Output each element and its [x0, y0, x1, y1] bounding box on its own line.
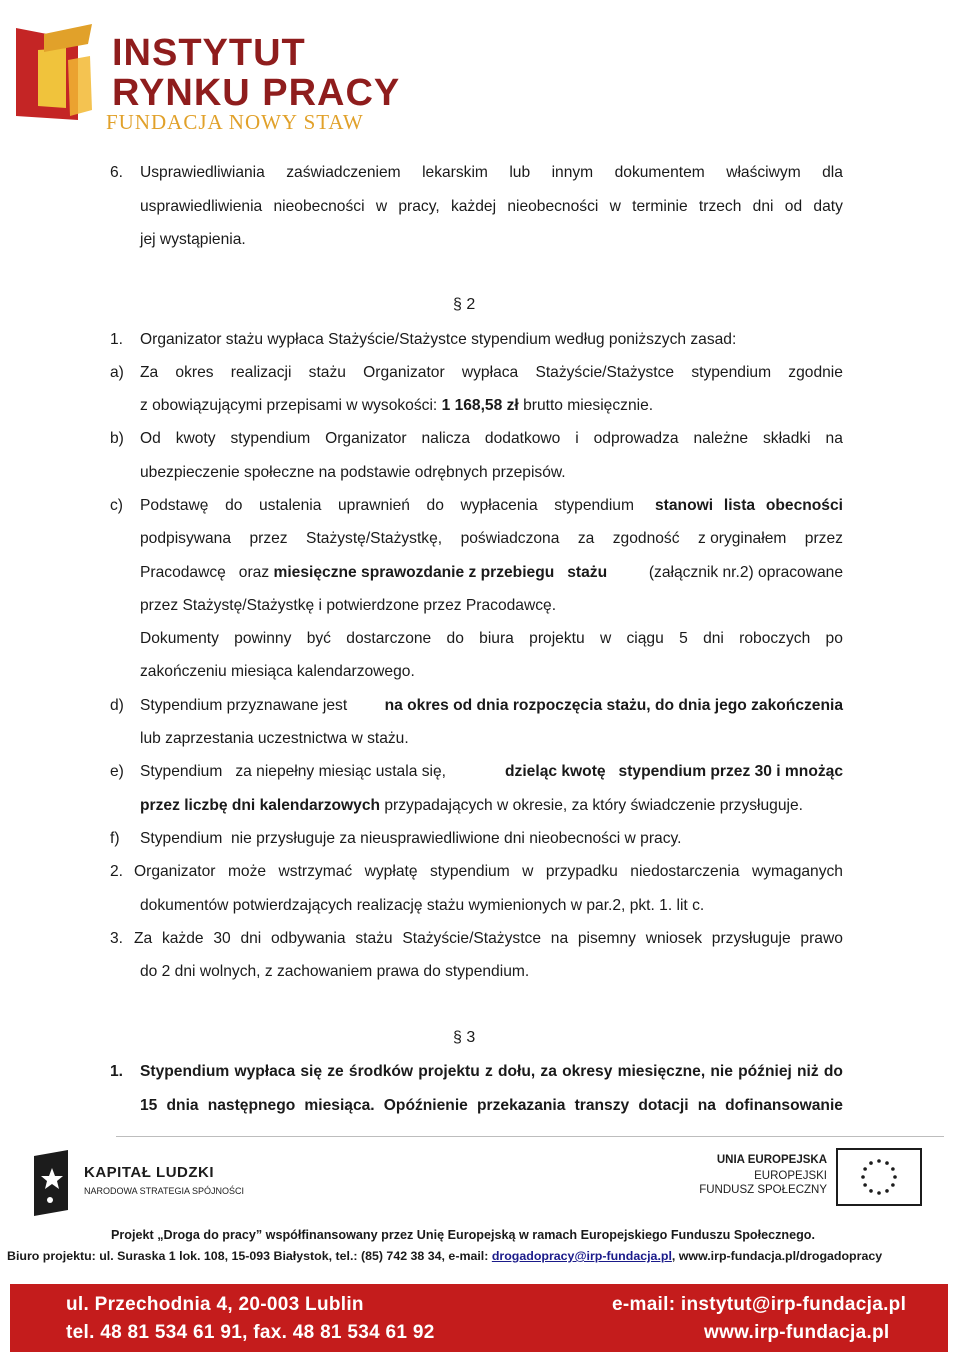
word: podpisywana — [140, 530, 232, 547]
word: w — [522, 863, 534, 880]
word: usprawiedliwienia — [140, 198, 263, 215]
word: realizacji — [230, 364, 292, 381]
word: prawo — [800, 930, 843, 947]
word: odbywania — [271, 930, 346, 947]
word: miesięczne, — [617, 1063, 706, 1080]
word: w — [609, 198, 621, 215]
text-line: lub zaprzestania uczestnictwa w stażu. — [140, 730, 409, 747]
office-email-link[interactable]: drogadopracy@irp-fundacja.pl — [491, 1249, 672, 1263]
item-label: d) — [110, 697, 124, 714]
eu-logo-line1: UNIA EUROPEJSKA — [716, 1154, 827, 1166]
logo-title-line1: INSTYTUT — [112, 32, 306, 74]
kapital-ludzki-subtitle: NARODOWA STRATEGIA SPÓJNOŚCI — [84, 1186, 245, 1196]
word: nieobecności — [507, 198, 599, 215]
word: dni — [752, 198, 774, 215]
word: z oryginałem — [697, 530, 787, 547]
stipend-amount: 1 168,58 zł — [441, 397, 519, 414]
word: obecności — [765, 497, 843, 514]
eu-star-icon — [891, 1183, 895, 1187]
word: dofinansowanie — [725, 1097, 843, 1114]
contact-band — [10, 1284, 948, 1352]
word: nalicza — [421, 430, 471, 447]
word: kwoty — [175, 430, 216, 447]
word: niż — [797, 1063, 819, 1080]
word: się — [300, 1063, 323, 1080]
word: na — [550, 930, 569, 947]
word: Organizator — [363, 364, 445, 381]
justified-line — [140, 529, 843, 549]
eu-star-icon — [861, 1175, 865, 1179]
word: Usprawiedliwiania — [140, 164, 265, 181]
kapital-ludzki-logo — [28, 1150, 245, 1216]
item-label: c) — [110, 497, 123, 514]
eu-star-icon — [891, 1167, 895, 1171]
item-number: 1. — [110, 331, 124, 348]
word: Stażystę/Stażystkę, — [306, 530, 443, 547]
word: Od — [140, 430, 161, 447]
word: zgodnie — [788, 364, 843, 381]
word: należne — [693, 430, 749, 447]
eu-star-icon — [877, 1191, 881, 1195]
word: pisemny — [577, 930, 636, 947]
justified-line — [140, 429, 843, 449]
word: dnia — [166, 1097, 199, 1114]
word: stypendium — [230, 430, 311, 447]
word: następnego — [207, 1097, 296, 1114]
word: stażu — [355, 930, 393, 947]
word: stypendium — [691, 364, 772, 381]
word: 15 — [140, 1097, 158, 1114]
word: przez — [804, 530, 843, 547]
word: odprowadza — [593, 430, 679, 447]
text-line: z obowiązującymi przepisami w wysokości: 1 168,58 zł brutto miesięcznie. — [140, 397, 654, 414]
text-line: przez Stażystę/Stażystkę i potwierdzone przez Pracodawcę. — [140, 597, 557, 614]
justified-line-bold — [655, 496, 843, 516]
word: do — [225, 497, 243, 514]
word: trzech — [698, 198, 742, 215]
word: Opóźnienie — [383, 1097, 468, 1114]
word: być — [306, 630, 331, 647]
logo-subtitle: FUNDACJA NOWY STAW — [106, 110, 364, 134]
word: wymaganych — [751, 863, 843, 880]
word: biura — [479, 630, 514, 647]
item-number: 6. — [110, 164, 124, 181]
word: właściwym — [726, 164, 801, 181]
word: stypendium — [429, 863, 510, 880]
word: w — [375, 198, 388, 215]
word: od — [784, 198, 803, 215]
text-line: przez liczbę dni kalendarzowych przypadających w okresie, za który świadczenie przysługuje. — [140, 797, 803, 814]
word: za — [577, 530, 595, 547]
eu-star-icon — [863, 1183, 867, 1187]
word: okres — [175, 364, 214, 381]
word: i — [575, 430, 579, 447]
word: ze — [327, 1063, 344, 1080]
text-line: jej wystąpienia. — [140, 231, 246, 248]
eu-star-icon — [863, 1167, 867, 1171]
item-label: b) — [110, 430, 124, 447]
word: wniosek — [645, 930, 703, 947]
word: dni — [703, 630, 724, 647]
band-email: e-mail: instytut@irp-fundacja.pl — [612, 1294, 907, 1315]
word: za — [540, 1063, 557, 1080]
item-number: 2. — [110, 863, 124, 880]
logo-emblem-icon — [8, 20, 108, 130]
justified-line — [140, 363, 843, 383]
band-phone: tel. 48 81 534 61 91, fax. 48 81 534 61 92 — [66, 1322, 435, 1343]
footer-divider — [116, 1136, 944, 1137]
eu-logo — [699, 1148, 922, 1208]
word: do — [446, 630, 464, 647]
word: wypłaca — [461, 364, 519, 381]
word: dni — [240, 930, 262, 947]
word: w — [599, 630, 612, 647]
word: okresy — [562, 1063, 613, 1080]
word: wypłacenia — [460, 497, 538, 514]
word: nieobecności — [273, 198, 365, 215]
word: Za — [140, 364, 159, 381]
item-label: a) — [110, 364, 124, 381]
section-heading: § 3 — [453, 1029, 476, 1046]
word: dołu, — [497, 1063, 536, 1080]
word: każdej — [450, 198, 497, 215]
word: może — [227, 863, 267, 880]
justified-line — [140, 197, 843, 217]
word: przekazania — [477, 1097, 566, 1114]
word: Organizator — [325, 430, 407, 447]
word: Stypendium — [140, 1063, 230, 1080]
item-label: e) — [110, 763, 124, 780]
text-line: ubezpieczenie społeczne na podstawie odrębnych przepisów. — [140, 464, 566, 481]
word: lista — [723, 497, 756, 514]
project-line: Projekt „Droga do pracy” współfinansowany przez Unię Europejską w ramach Europejskiego Funduszu Społecznego. — [111, 1228, 815, 1242]
justified-line — [140, 629, 843, 649]
word: przypadku — [545, 863, 618, 880]
kapital-ludzki-title: KAPITAŁ LUDZKI — [84, 1164, 215, 1181]
word: niedostarczenia — [630, 863, 740, 880]
word: innym — [551, 164, 594, 181]
word: daty — [813, 198, 843, 215]
word: 5 — [679, 630, 688, 647]
word: do — [426, 497, 444, 514]
text-line: Stypendium za niepełny miesiąc ustala się, dzieląc kwotę stypendium przez 30 i mnożąc — [140, 763, 843, 780]
section-heading: § 2 — [453, 296, 476, 313]
justified-line — [134, 929, 843, 949]
eu-star-icon — [869, 1161, 873, 1165]
text-line: do 2 dni wolnych, z zachowaniem prawa do stypendium. — [140, 963, 530, 980]
word: składki — [762, 430, 811, 447]
band-address: ul. Przechodnia 4, 20-003 Lublin — [66, 1294, 364, 1315]
word: przez — [249, 530, 288, 547]
eu-star-icon — [885, 1161, 889, 1165]
word: Stażyście/Stażystce — [535, 364, 675, 381]
word: zgodność — [612, 530, 680, 547]
item-number: 3. — [110, 930, 124, 947]
word: wstrzymać — [278, 863, 353, 880]
word: stażu — [308, 364, 346, 381]
word: dotacji — [638, 1097, 689, 1114]
text-line: dokumentów potwierdzających realizację stażu wymienionych w par.2, pkt. 1. lit c. — [140, 897, 705, 914]
word: dostarczone — [346, 630, 432, 647]
eu-logo-line2: EUROPEJSKI — [754, 1170, 827, 1182]
word: dodatkowo — [484, 430, 561, 447]
item-label: f) — [110, 830, 120, 847]
word: dokumentem — [614, 164, 705, 181]
eu-star-icon — [885, 1189, 889, 1193]
justified-line — [134, 862, 843, 882]
word: pracy, — [398, 198, 440, 215]
eu-logo-line3: FUNDUSZ SPOŁECZNY — [699, 1184, 827, 1196]
text-line: Stypendium przyznawane jest na okres od dnia rozpoczęcia stażu, do dnia jego zakończenia — [140, 697, 843, 714]
word: stypendium — [554, 497, 634, 514]
text-line: Organizator stażu wypłaca Stażyście/Stażystce stypendium według poniższych zasad: — [140, 331, 737, 348]
word: roboczych — [739, 630, 811, 647]
eu-flag-icon — [836, 1148, 922, 1206]
justified-line-bold — [140, 1096, 843, 1116]
justified-line-bold — [140, 1062, 843, 1082]
eu-star-icon — [893, 1175, 897, 1179]
word: miesiąca. — [304, 1097, 375, 1114]
band-website: www.irp-fundacja.pl — [704, 1322, 890, 1343]
word: ciągu — [626, 630, 664, 647]
word: lekarskim — [422, 164, 488, 181]
word: przysługuje — [711, 930, 791, 947]
word: dla — [822, 164, 843, 181]
instytut-logo — [8, 20, 401, 134]
word: Podstawę — [140, 497, 209, 514]
word: później — [738, 1063, 792, 1080]
word: wypłatę — [364, 863, 418, 880]
word: projektu — [418, 1063, 480, 1080]
text-line: zakończeniu miesiąca kalendarzowego. — [140, 663, 415, 680]
text-line: Pracodawcę oraz miesięczne sprawozdanie z przebiegu stażu (załącznik nr.2) opracowane — [140, 564, 843, 581]
word: nie — [710, 1063, 733, 1080]
word: transzy — [574, 1097, 630, 1114]
word: Dokumenty — [140, 630, 219, 647]
word: każde — [161, 930, 204, 947]
word: ustalenia — [259, 497, 322, 514]
word: wypłaca — [234, 1063, 296, 1080]
word: Organizator — [134, 863, 216, 880]
word: środków — [348, 1063, 414, 1080]
logo-title-line2: RYNKU PRACY — [112, 72, 401, 114]
word: Za — [134, 930, 153, 947]
justified-line — [140, 496, 634, 516]
text-line: Stypendium nie przysługuje za nieusprawiedliwione dni nieobecności w pracy. — [140, 830, 682, 847]
word: na — [697, 1097, 716, 1114]
word: stanowi — [655, 497, 714, 514]
kapital-ludzki-icon — [28, 1150, 72, 1216]
eu-star-icon — [869, 1189, 873, 1193]
word: zaświadczeniem — [286, 164, 401, 181]
word: lub — [509, 164, 531, 181]
item-number: 1. — [110, 1063, 124, 1080]
word: na — [825, 430, 843, 447]
word: Stażyście/Stażystce — [402, 930, 542, 947]
word: po — [825, 630, 843, 647]
word: projektu — [529, 630, 585, 647]
word: powinny — [234, 630, 292, 647]
eu-star-icon — [877, 1159, 881, 1163]
office-line: Biuro projektu: ul. Suraska 1 lok. 108, 15-093 Białystok, tel.: (85) 742 38 34, e-mail: drogadopracy@irp-fundacja.pl, www.irp-fundacja.pl/drogadopracy — [7, 1249, 883, 1263]
word: do — [823, 1063, 843, 1080]
word: terminie — [632, 198, 688, 215]
justified-line — [140, 163, 843, 183]
word: poświadczona — [460, 530, 560, 547]
word: uprawnień — [338, 497, 410, 514]
word: 30 — [213, 930, 231, 947]
word: z — [484, 1063, 493, 1080]
